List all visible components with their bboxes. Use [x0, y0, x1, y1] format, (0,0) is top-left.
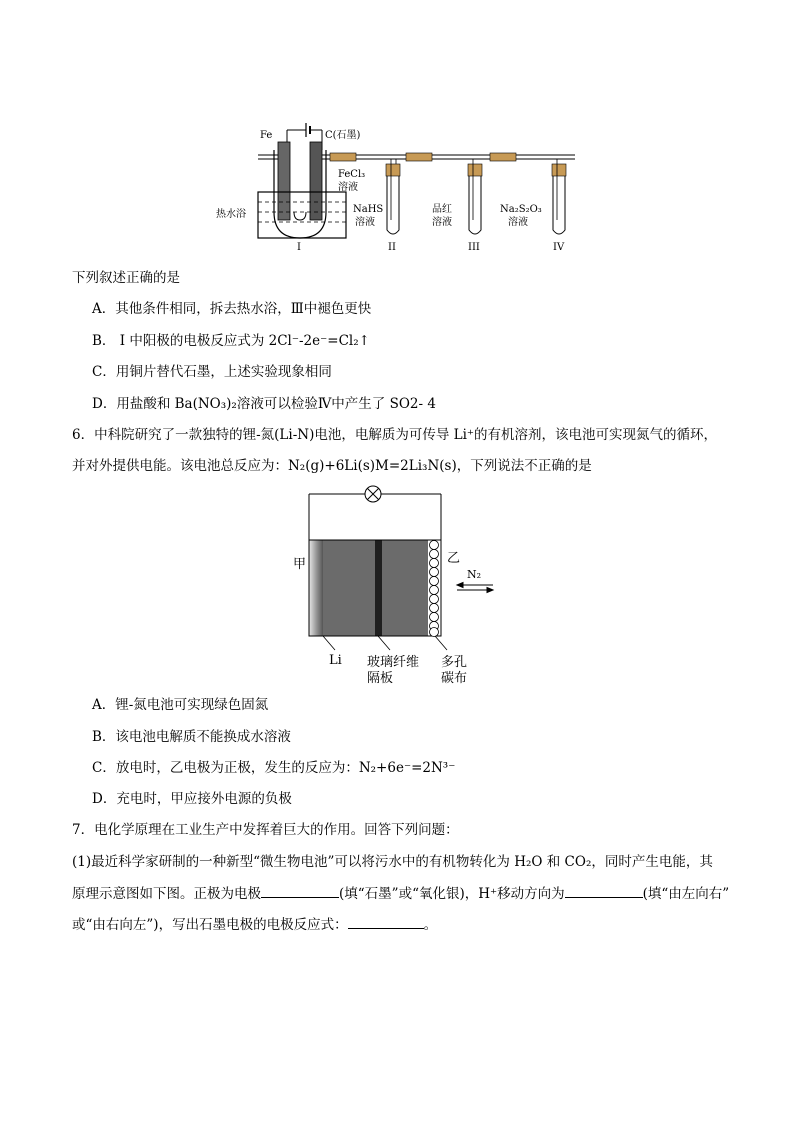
- c-electrode: [310, 142, 322, 220]
- carbon-cloth-label-1: 多孔: [441, 655, 468, 670]
- q6-option-b: B．该电池电解质不能换成水溶液: [92, 729, 291, 745]
- carbon-cloth-label-2: 碳布: [441, 671, 468, 686]
- q6-option-a: A．锂-氮电池可实现绿色固氮: [92, 697, 269, 713]
- hot-water-bath-label: 热水浴: [216, 209, 246, 220]
- separator-leader: [378, 636, 390, 650]
- u-tube-inner: [294, 212, 306, 220]
- q7-text: 。: [423, 917, 438, 933]
- q5-stem: 下列叙述正确的是: [72, 270, 180, 286]
- tube-3-label: III: [468, 242, 480, 253]
- li-label: Li: [329, 653, 342, 668]
- tube-4-label: IV: [553, 242, 565, 253]
- rubber-joint: [490, 153, 516, 161]
- q6-stem-line-1: 6．中科院研究了一款独特的锂-氮(Li-N)电池，电解质为可传导 Li⁺的有机溶剂，该电池可实现氮气的循环，: [72, 427, 718, 443]
- answer-blank-positive-electrode[interactable]: [261, 883, 339, 898]
- q6-option-c: C．放电时，乙电极为正极，发生的反应为：N₂+6e⁻=2N³⁻: [92, 760, 456, 776]
- hot-water-bath: [258, 192, 346, 238]
- glass-fiber-separator: [375, 540, 382, 636]
- q7-text: 原理示意图如下图。正极为电极: [72, 886, 261, 902]
- carbon-leader: [435, 636, 447, 650]
- yi-label: 乙: [447, 551, 461, 566]
- rubber-joint: [330, 153, 356, 161]
- tube-1-label: I: [297, 242, 301, 253]
- nahs-solution-label: 溶液: [355, 217, 375, 228]
- electrolyte-right: [382, 540, 428, 636]
- q5-option-d: D．用盐酸和 Ba(NO₃)₂溶液可以检验Ⅳ中产生了 SO2- 4: [92, 396, 436, 412]
- pinhong-label: 品红: [432, 204, 452, 215]
- tube-2-label: II: [388, 242, 396, 253]
- fe-label: Fe: [260, 130, 273, 141]
- separator-label-2: 隔板: [367, 671, 394, 686]
- separator-label-1: 玻璃纤维: [367, 655, 420, 670]
- stopper-4: [552, 164, 566, 176]
- q7-text: 或“由右向左”)，写出石墨电极的电极反应式：: [72, 917, 348, 933]
- answer-blank-h-direction[interactable]: [565, 883, 643, 898]
- porous-carbon-cloth: [430, 541, 439, 637]
- test-tube-3: [469, 176, 481, 234]
- test-tube-2: [387, 176, 399, 234]
- q7-part1-line-2: [72, 883, 729, 904]
- stopper-3: [468, 164, 482, 176]
- q6-option-d: D．充电时，甲应接外电源的负极: [92, 791, 292, 807]
- n2-arrows: [457, 583, 493, 593]
- electrolysis-apparatus-figure: [210, 120, 590, 255]
- answer-blank-graphite-reaction[interactable]: [348, 914, 424, 929]
- rubber-joint: [406, 153, 432, 161]
- q7-part1-line-3: [72, 914, 437, 935]
- q7-text: (填“石墨”或“氧化银)，H⁺移动方向为: [339, 886, 565, 902]
- n2-label: N₂: [467, 568, 482, 581]
- li-n-battery-figure: [285, 482, 505, 690]
- q5-option-a: A．其他条件相同，拆去热水浴，Ⅲ中褪色更快: [92, 301, 372, 317]
- stopper-2: [386, 164, 400, 176]
- test-tube-4: [553, 176, 565, 234]
- na2s2o3-solution-label: 溶液: [508, 217, 528, 228]
- q7-stem: 7．电化学原理在工业生产中发挥着巨大的作用。回答下列问题：: [72, 822, 459, 838]
- pinhong-solution-label: 溶液: [432, 217, 452, 228]
- q5-option-c: C．用铜片替代石墨，上述实验现象相同: [92, 364, 332, 380]
- li-leader: [323, 636, 335, 650]
- q7-part1-line-1: (1)最近科学家研制的一种新型“微生物电池”可以将污水中的有机物转化为 H₂O 和 CO₂，同时产生电能，其: [72, 854, 713, 870]
- na2s2o3-label: Na₂S₂O₃: [500, 204, 542, 215]
- nahs-label: NaHS: [353, 204, 384, 215]
- q7-text: (填“由左向右”: [642, 886, 730, 902]
- q5-option-b: B． I 中阳极的电极反应式为 2Cl⁻-2e⁻=Cl₂↑: [92, 333, 370, 349]
- li-electrode: [309, 540, 323, 636]
- fe-electrode: [278, 142, 290, 220]
- q6-stem-line-2: 并对外提供电能。该电池总反应为：N₂(g)+6Li(s)M=2Li₃N(s)，下列说法不正确的是: [72, 458, 592, 474]
- jia-label: 甲: [293, 557, 307, 572]
- fecl3-solution-label: 溶液: [338, 182, 358, 193]
- electrolyte-left: [323, 540, 375, 636]
- fecl3-label: FeCl₃: [338, 169, 366, 180]
- c-graphite-label: C(石墨): [325, 130, 361, 141]
